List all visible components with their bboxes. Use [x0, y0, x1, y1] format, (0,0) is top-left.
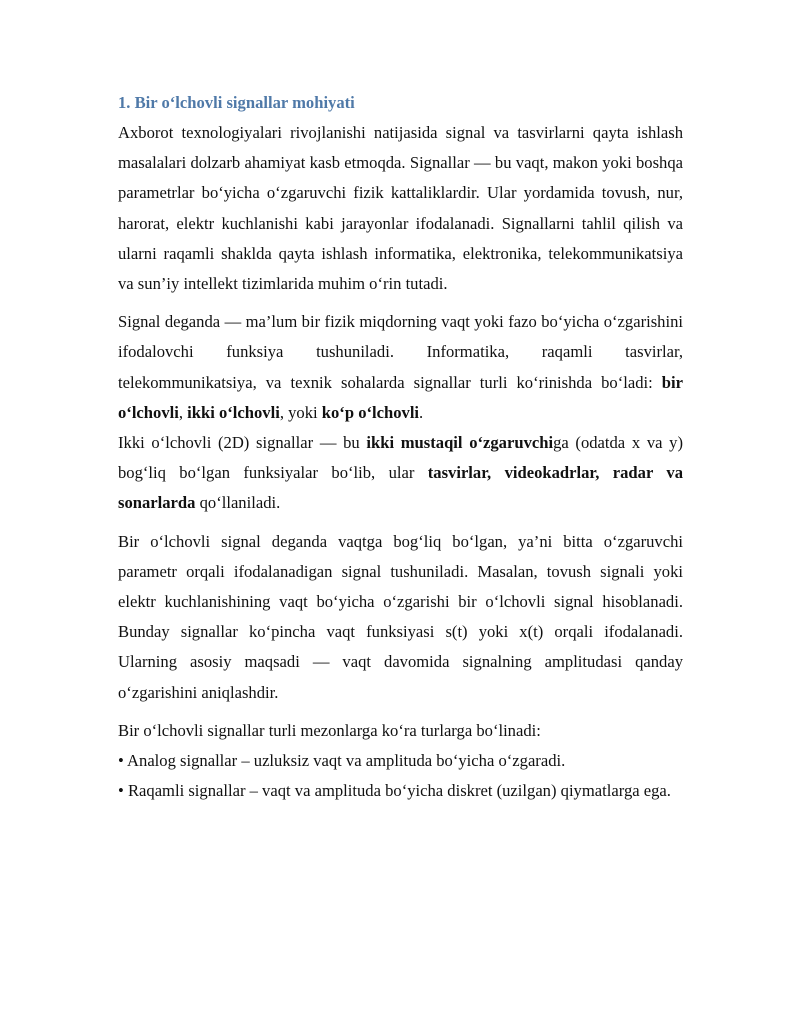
paragraph-classification: Bir o‘lchovli signallar turli mezonlarga ko‘ra turlarga bo‘linadi:: [118, 720, 541, 740]
paragraph-1d-signals: Bir o‘lchovli signal deganda vaqtga bog‘liq bo‘lgan, ya’ni bitta o‘zgaruvchi parametr orqali ifodalanadigan signal tushuniladi. Masalan, tovush signali yoki elektr kuchlanishining vaqt bo‘yicha o‘zgarishi bir o‘lchovli signal hisoblanadi. Bunday signallar ko‘pincha vaqt funksiyasi s(t) yoki x(t) orqali ifodalanadi. Ularning asosiy maqsadi — vaqt davomida signalning amplitudasi qanday o‘zgarishini aniqlashdir.: [118, 531, 683, 702]
text-span: Ikki o‘lchovli (2D) signallar — bu: [118, 433, 367, 453]
paragraph-intro: Axborot texnologiyalari rivojlanishi natijasida signal va tasvirlarni qayta ishlash masalalari dolzarb ahamiyat kasb etmoqda. Signallar — bu vaqt, makon yoki boshqa parametrlar bo‘yicha o‘zgaruvchi fizik kattaliklardir. Ular yordamida tovush, nur, harorat, elektr kuchlanishi kabi jarayonlar ifodalanadi. Signallarni tahlil qilish va ularni raqamli shaklda qayta ishlash informatika, elektronika, telekommunikatsiya va sun’iy intellekt tizimlarida muhim o‘rin tutadi.: [118, 123, 683, 294]
paragraph-signal-definition: [118, 307, 683, 428]
list-item-digital: • Raqamli signallar – vaqt va amplituda bo‘yicha diskret (uzilgan) qiymatlarga ega.: [118, 781, 671, 801]
text-span: .: [419, 402, 424, 422]
bold-term-applications: tasvirlar, videokadrlar, radar va sonarlarda: [118, 463, 683, 513]
text-span: ,: [178, 402, 188, 422]
bold-term-two-dimensional: ikki o‘lchovli: [187, 402, 280, 422]
document-page: [118, 88, 683, 806]
section-heading: 1. Bir o‘lchovli signallar mohiyati: [118, 93, 355, 112]
text-span: qo‘llaniladi.: [195, 493, 281, 513]
bold-term-multi-dimensional: ko‘p o‘lchovli: [321, 402, 420, 422]
text-span: , yoki: [279, 402, 322, 422]
bold-term-independent-variable: ikki mustaqil o‘zgaruvchi: [366, 433, 554, 453]
list-item-analog: • Analog signallar – uzluksiz vaqt va amplituda bo‘yicha o‘zgaradi.: [118, 751, 566, 771]
text-span: Signal deganda — ma’lum bir fizik miqdorning vaqt yoki fazo bo‘yicha o‘zgarishini ifodalovchi funksiya tushuniladi. Informatika, raqamli tasvirlar, telekommunikatsiya, va texnik sohalarda signallar turli ko‘rinishda bo‘ladi:: [118, 312, 683, 392]
paragraph-2d-signals: [118, 428, 683, 519]
bold-term-one-dimensional: bir o‘lchovli: [118, 372, 683, 422]
text-span: ga (odatda x va y) bog‘liq bo‘lgan funksiyalar bo‘lib, ular: [118, 433, 683, 483]
